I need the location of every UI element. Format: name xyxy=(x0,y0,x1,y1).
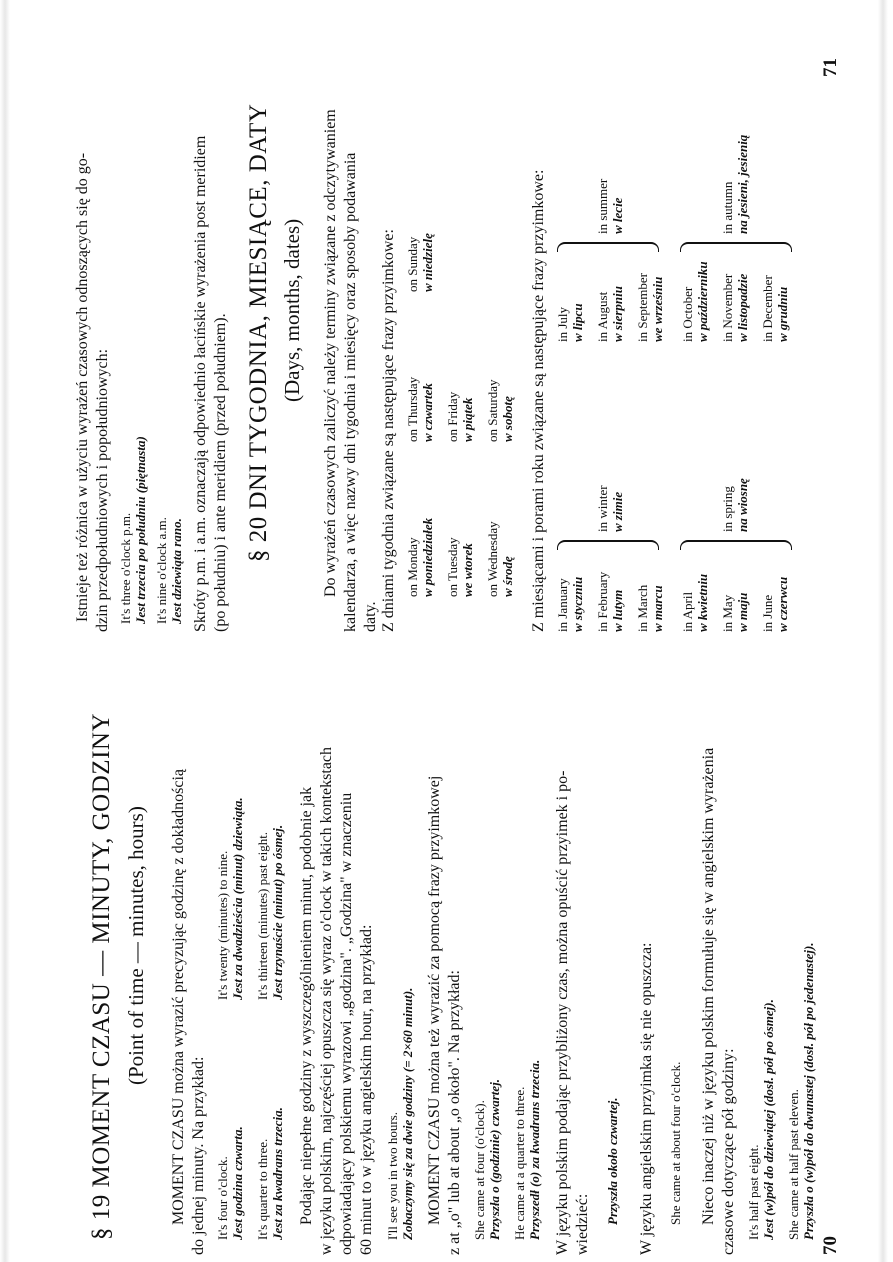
day-pl: w niedzielę xyxy=(420,233,435,292)
page-70 xyxy=(60,635,840,1255)
example-pl: Jest za kwadrans trzecia. xyxy=(270,1107,285,1240)
season-pl: na wiosnę xyxy=(735,478,750,532)
intro-line: dzin przedpołudniowych i popołudniowych: xyxy=(94,348,111,632)
example-en: It's half past eight. xyxy=(746,1144,761,1240)
season-en: in winter xyxy=(595,485,610,532)
day-pl: w sobotę xyxy=(500,396,515,442)
brace xyxy=(680,242,792,252)
page-71 xyxy=(60,32,840,632)
abbrev-line: Skróty p.m. i a.m. oznaczają odpowiednio łacińskie wyrażenia post meridiem xyxy=(192,135,209,632)
month-en: in January xyxy=(555,578,570,632)
paragraph-line: czasowe dotyczące pół godziny: xyxy=(720,1048,737,1255)
paragraph-line: W języku polskim podając przybliżony czas, można opuścić przyimek i po- xyxy=(554,770,571,1255)
example-en: She came at half past eleven. xyxy=(786,1089,801,1240)
example-pl: Jest za dwadzieścia (minut) dziewiąta. xyxy=(230,797,245,1000)
month-pl: w listopadzie xyxy=(735,273,750,342)
month-pl: w marcu xyxy=(650,585,665,632)
month-en: in July xyxy=(555,306,570,342)
example-en: She came at four (o'clock). xyxy=(472,1100,487,1240)
day-en: on Wednesday xyxy=(485,521,500,597)
abbrev-line: (po południu) i ante meridiem (przed południem). xyxy=(212,313,229,632)
brace xyxy=(557,242,659,252)
season-en: in spring xyxy=(720,486,735,532)
month-en: in October xyxy=(680,286,695,342)
months-intro: Z miesiącami i porami roku związane są następujące frazy przyimkowe: xyxy=(530,169,547,632)
day-en: on Thursday xyxy=(405,376,420,442)
paragraph-line: Podając niepełne godziny z wyszczególnieniem minut, podobnie jak xyxy=(298,786,315,1225)
example-en: She came at about four o'clock. xyxy=(668,1061,683,1225)
month-en: in March xyxy=(635,584,650,632)
example-pl: Zobaczymy się za dwie godziny (= 2×60 minut). xyxy=(400,987,415,1240)
season-en: in autumn xyxy=(720,181,735,234)
month-pl: w czerwcu xyxy=(775,576,790,632)
day-pl: we wtorek xyxy=(460,543,475,597)
example-en: He came at a quarter to three. xyxy=(512,1086,527,1240)
month-pl: w styczniu xyxy=(570,576,585,632)
day-pl: w piątek xyxy=(460,397,475,442)
season-pl: w lecie xyxy=(610,197,625,234)
section-20-subtitle: (Days, months, dates) xyxy=(280,218,304,402)
month-en: in December xyxy=(760,275,775,342)
month-pl: w sierpniu xyxy=(610,286,625,342)
day-pl: w poniedziałek xyxy=(420,517,435,597)
paragraph-line: z at „o" lub at about „o około". Na przykład: xyxy=(446,970,463,1255)
example-pl: Jest (w)pół do dziewiątej (dosł. pół po ósmej). xyxy=(761,999,776,1240)
day-en: on Friday xyxy=(445,391,460,442)
paragraph-line: Nieco inaczej niż w języku polskim formułuje się w angielskim wyrażenia xyxy=(700,747,717,1225)
paragraph-line: odpowiadający polskiemu wyrazowi „godzina". „Godzina" w znaczeniu xyxy=(338,792,355,1255)
month-pl: w lutym xyxy=(610,589,625,632)
day-en: on Tuesday xyxy=(445,537,460,597)
month-pl: w kwietniu xyxy=(695,573,710,632)
example-en: It's nine o'clock a.m. xyxy=(154,517,169,624)
brace xyxy=(680,540,792,550)
example-pl: Jest godzina czwarta. xyxy=(230,1126,245,1240)
example-pl: Przyszedł (o) za kwadrans trzecia. xyxy=(527,1059,542,1240)
month-en: in February xyxy=(595,571,610,632)
example-en: It's thirteen (minutes) past eight. xyxy=(255,831,270,1000)
season-en: in summer xyxy=(595,178,610,234)
example-en: I'll see you in two hours. xyxy=(385,1112,400,1240)
month-pl: w październiku xyxy=(695,261,710,342)
paragraph-line: 60 minut to w języku angielskim hour, na przykład: xyxy=(358,924,375,1255)
day-pl: w czwartek xyxy=(420,383,435,442)
season-pl: w zimie xyxy=(610,491,625,532)
season-pl: na jesieni, jesienią xyxy=(735,134,750,234)
calendar-line: daty. xyxy=(362,601,379,632)
calendar-line: Do wyrażeń czasowych zaliczyć należy terminy związane z odczytywaniem xyxy=(322,109,339,597)
intro-line: Istnieje też różnica w użyciu wyrażeń czasowych odnoszących się do go- xyxy=(74,152,91,622)
day-en: on Monday xyxy=(405,537,420,597)
example-pl: Przyszła o (godzinie) czwartej. xyxy=(487,1078,502,1240)
month-pl: w grudniu xyxy=(775,286,790,342)
paragraph-line: W języku angielskim przyimka się nie opuszcza: xyxy=(638,942,655,1255)
month-en: in June xyxy=(760,594,775,632)
month-en: in August xyxy=(595,291,610,342)
example-pl: Jest dziewiąta rano. xyxy=(169,518,184,624)
section-19-subtitle: (Point of time — minutes, hours) xyxy=(124,806,148,1085)
paragraph-line: w języku polskim, najczęściej opuszcza się wyraz o'clock w takich kontekstach xyxy=(318,746,335,1255)
month-en: in September xyxy=(635,273,650,342)
month-en: in November xyxy=(720,273,735,342)
example-en: It's twenty (minutes) to nine. xyxy=(215,850,230,1000)
page-number: 70 xyxy=(820,1236,841,1255)
day-en: on Saturday xyxy=(485,379,500,442)
day-pl: w środę xyxy=(500,556,515,597)
example-pl: Jest trzecia po południu (piętnasta) xyxy=(133,436,148,624)
example-pl: Przyszła o (w)pół do dwunastej (dosł. pół po jedenastej). xyxy=(801,942,816,1240)
month-en: in May xyxy=(720,594,735,632)
example-en: It's three o'clock p.m. xyxy=(118,512,133,624)
paragraph-line: wiedzieć: xyxy=(574,1193,591,1255)
section-20-title: § 20 DNI TYGODNIA, MIESIĄCE, DATY xyxy=(245,103,272,562)
page-edge xyxy=(878,0,888,1262)
paragraph-line: MOMENT CZASU można też wyrazić za pomocą frazy przyimkowej xyxy=(426,775,443,1225)
example-en: It's quarter to three. xyxy=(255,1138,270,1240)
example-en: It's four o'clock. xyxy=(215,1156,230,1240)
month-pl: we wrześniu xyxy=(650,276,665,342)
section-19-title: § 19 MOMENT CZASU — MINUTY, GODZINY xyxy=(88,713,115,1240)
day-en: on Sunday xyxy=(405,236,420,292)
intro-line: MOMENT CZASU można wyrazić precyzując godzinę z dokładnością xyxy=(170,768,187,1225)
page-number: 71 xyxy=(820,58,841,77)
days-intro: Z dniami tygodnia związane są następujące frazy przyimkowe: xyxy=(380,229,397,632)
month-pl: w maju xyxy=(735,592,750,632)
calendar-line: kalendarza, a więc nazwy dni tygodnia i miesięcy oraz sposoby podawania xyxy=(342,152,359,632)
brace xyxy=(557,540,659,550)
example-pl: Przyszła około czwartej. xyxy=(605,1097,620,1225)
example-pl: Jest trzynaście (minut) po ósmej. xyxy=(270,824,285,1000)
intro-line: do jednej minuty. Na przykład: xyxy=(190,1056,207,1255)
page-edge xyxy=(0,0,10,1262)
month-pl: w lipcu xyxy=(570,303,585,342)
month-en: in April xyxy=(680,591,695,632)
